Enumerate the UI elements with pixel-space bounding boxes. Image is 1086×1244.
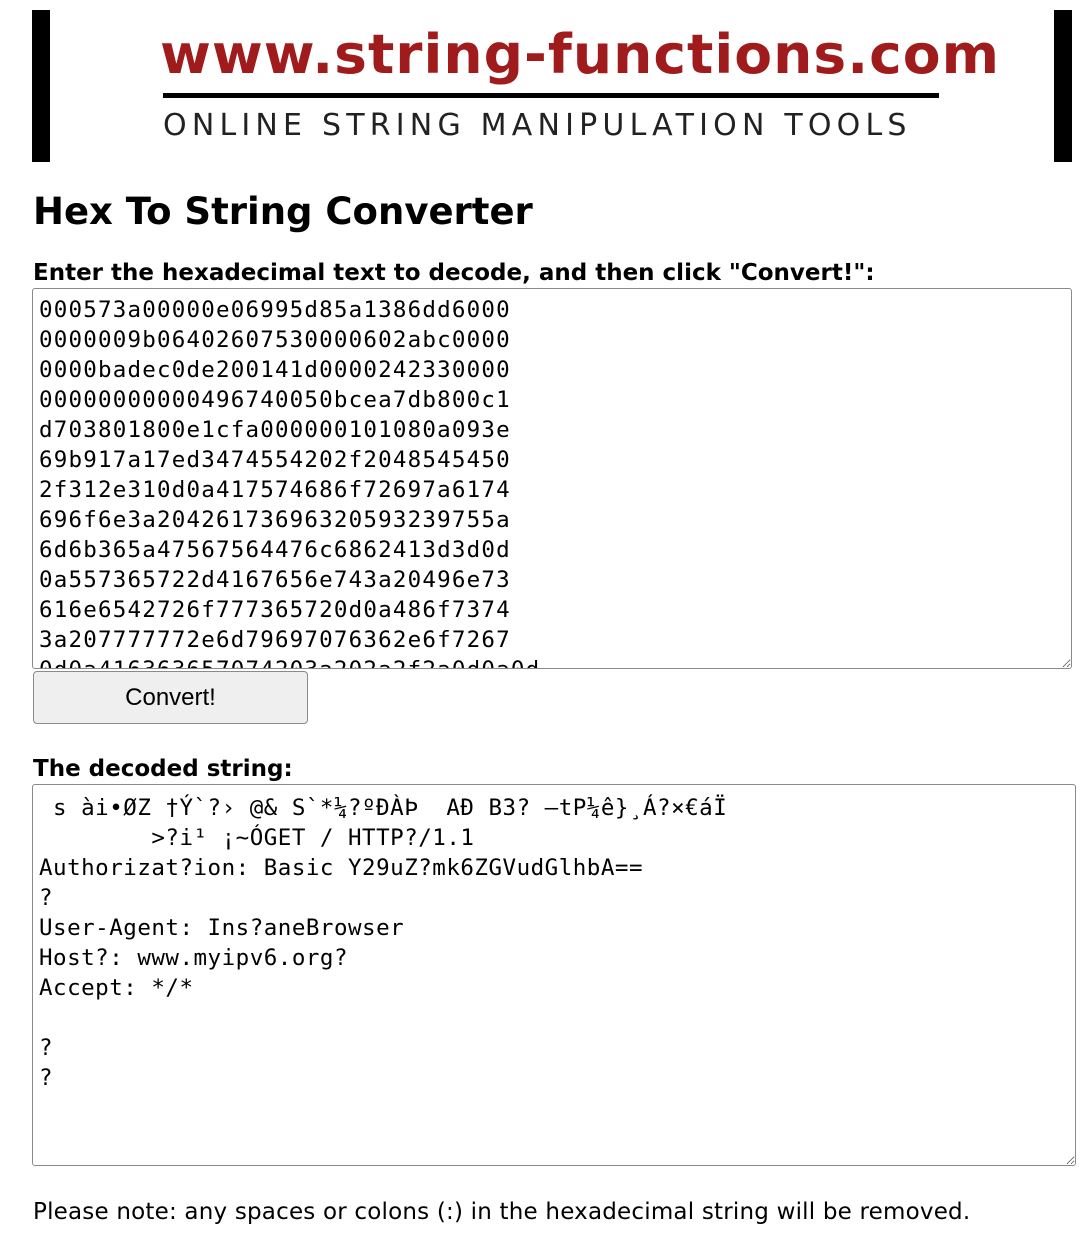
site-logo-title[interactable]: www.string-functions.com — [160, 23, 1001, 86]
page-title: Hex To String Converter — [33, 190, 533, 233]
hex-input-label: Enter the hexadecimal text to decode, and then click "Convert!": — [33, 260, 875, 286]
decoded-output-label: The decoded string: — [33, 756, 293, 782]
decoded-output[interactable] — [32, 784, 1076, 1166]
hex-input[interactable] — [32, 288, 1072, 669]
banner-right-bar — [1054, 10, 1072, 162]
logo-divider — [163, 93, 939, 98]
removal-note: Please note: any spaces or colons (:) in the hexadecimal string will be removed. — [33, 1199, 971, 1225]
site-banner[interactable] — [32, 10, 1072, 162]
site-tagline: ONLINE STRING MANIPULATION TOOLS — [163, 108, 912, 143]
banner-left-bar — [32, 10, 50, 162]
convert-button[interactable]: Convert! — [33, 671, 308, 724]
